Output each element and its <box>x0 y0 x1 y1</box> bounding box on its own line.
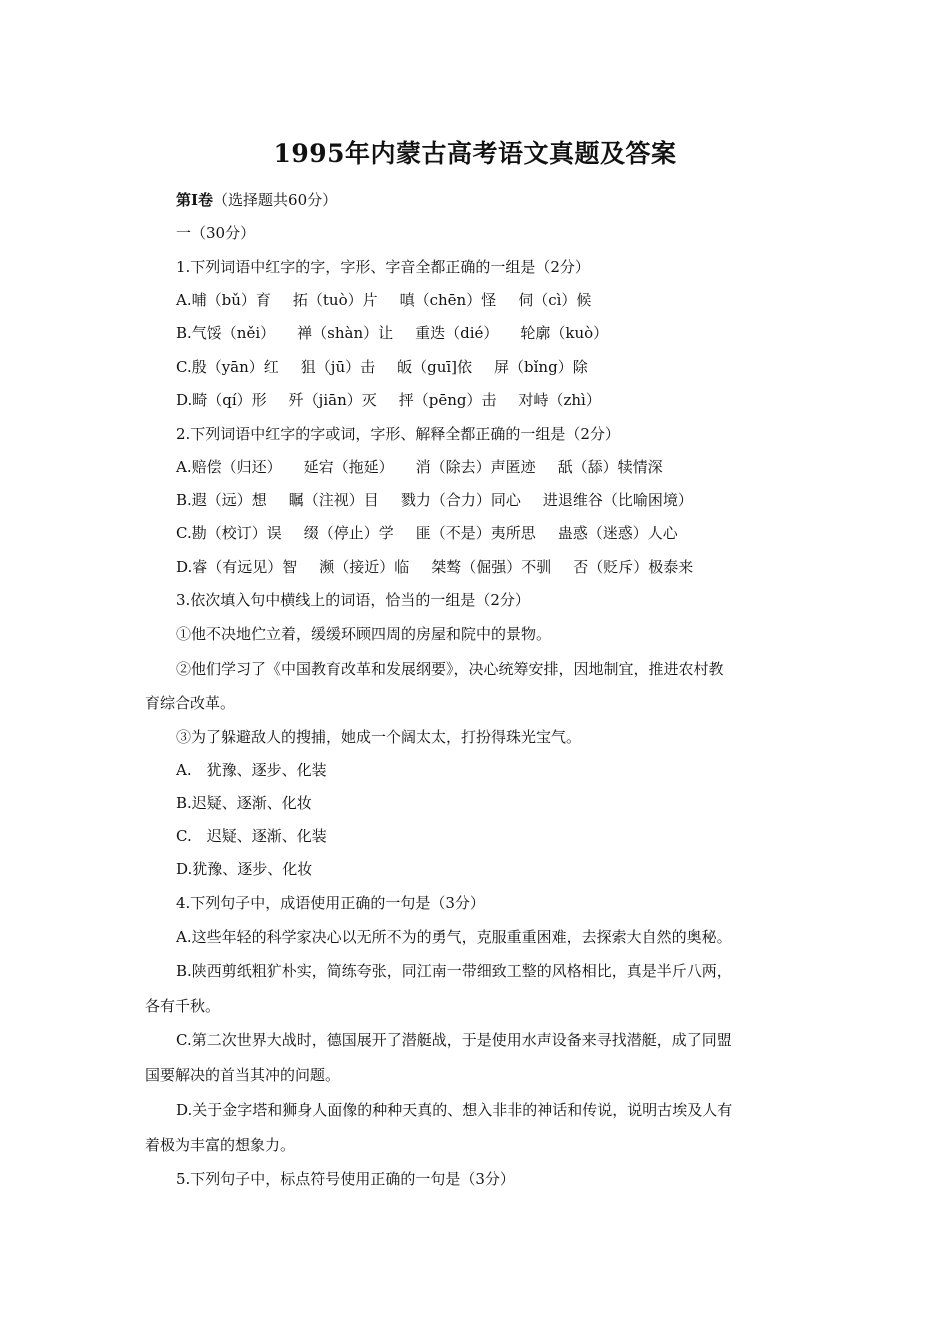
question-4-option-d: D.关于金字塔和狮身人面像的种种天真的、想入非非的神话和传说，说明古埃及人有 <box>176 1101 733 1119</box>
question-2-stem: 2.下列词语中红字的字或词，字形、解释全都正确的一组是（2分） <box>176 425 620 443</box>
section-heading <box>176 190 337 210</box>
question-4-option-c-cont: 国要解决的首当其冲的问题。 <box>145 1066 341 1084</box>
question-4-option-a: A.这些年轻的科学家决心以无所不为的勇气，克服重重困难，去探索大自然的奥秘。 <box>176 928 732 946</box>
question-1-option-b: B.气馁（něi） 禅（shàn）让 重迭（dié） 轮廓（kuò） <box>176 324 609 342</box>
section-note: （选择题共60分） <box>213 191 338 209</box>
question-2-option-d: D.睿（有远见）智 濒（接近）临 桀骜（倔强）不驯 否（贬斥）极泰来 <box>176 558 694 576</box>
question-2-option-a: A.赔偿（归还） 延宕（拖延） 消（除去）声匿迹 舐（舔）犊情深 <box>176 458 663 476</box>
part-heading: 一（30分） <box>176 224 256 242</box>
question-1-option-a: A.哺（bǔ）育 拓（tuò）片 嗔（chēn）怪 伺（cì）候 <box>176 291 592 309</box>
question-5-stem: 5.下列句子中，标点符号使用正确的一句是（3分） <box>176 1170 515 1188</box>
question-3-sentence-3: ③为了躲避敌人的搜捕，她成一个阔太太，打扮得珠光宝气。 <box>176 728 582 746</box>
section-label: 第Ⅰ卷 <box>176 191 214 209</box>
question-4-option-b: B.陕西剪纸粗犷朴实，简练夸张，同江南一带细致工整的风格相比，真是半斤八两， <box>176 962 732 980</box>
question-3-sentence-2-cont: 育综合改革。 <box>145 694 236 712</box>
question-1-stem: 1.下列词语中红字的字，字形、字音全都正确的一组是（2分） <box>176 258 590 276</box>
question-4-option-b-cont: 各有千秋。 <box>145 997 221 1015</box>
question-4-option-d-cont: 着极为丰富的想象力。 <box>145 1136 296 1154</box>
question-3-option-b: B.迟疑、逐渐、化妆 <box>176 794 312 812</box>
question-2-option-c: C.勘（校订）误 缀（停止）学 匪（不是）夷所思 蛊惑（迷惑）人心 <box>176 524 678 542</box>
document-title: 1995年内蒙古高考语文真题及答案 <box>273 139 677 168</box>
question-4-option-c: C.第二次世界大战时，德国展开了潜艇战，于是使用水声设备来寻找潜艇，成了同盟 <box>176 1031 732 1049</box>
question-3-option-c: C. 迟疑、逐渐、化装 <box>176 827 327 845</box>
question-3-sentence-2: ②他们学习了《中国教育改革和发展纲要》，决心统筹安排，因地制宜，推进农村教 <box>176 660 724 678</box>
question-3-stem: 3.依次填入句中横线上的词语，恰当的一组是（2分） <box>176 591 530 609</box>
question-3-sentence-1: ①他不决地伫立着，缓缓环顾四周的房屋和院中的景物。 <box>176 625 552 643</box>
question-2-option-b: B.遐（远）想 瞩（注视）目 戮力（合力）同心 进退维谷（比喻困境） <box>176 491 693 509</box>
question-1-option-d: D.畸（qí）形 歼（jiān）灭 抨（pēng）击 对峙（zhì） <box>176 391 601 409</box>
question-1-option-c: C.殷（yān）红 狙（jū）击 皈（guī]依 屏（bǐng）除 <box>176 358 588 376</box>
question-4-stem: 4.下列句子中，成语使用正确的一句是（3分） <box>176 894 485 912</box>
question-3-option-a: A. 犹豫、逐步、化装 <box>176 761 327 779</box>
question-3-option-d: D.犹豫、逐步、化妆 <box>176 860 313 878</box>
